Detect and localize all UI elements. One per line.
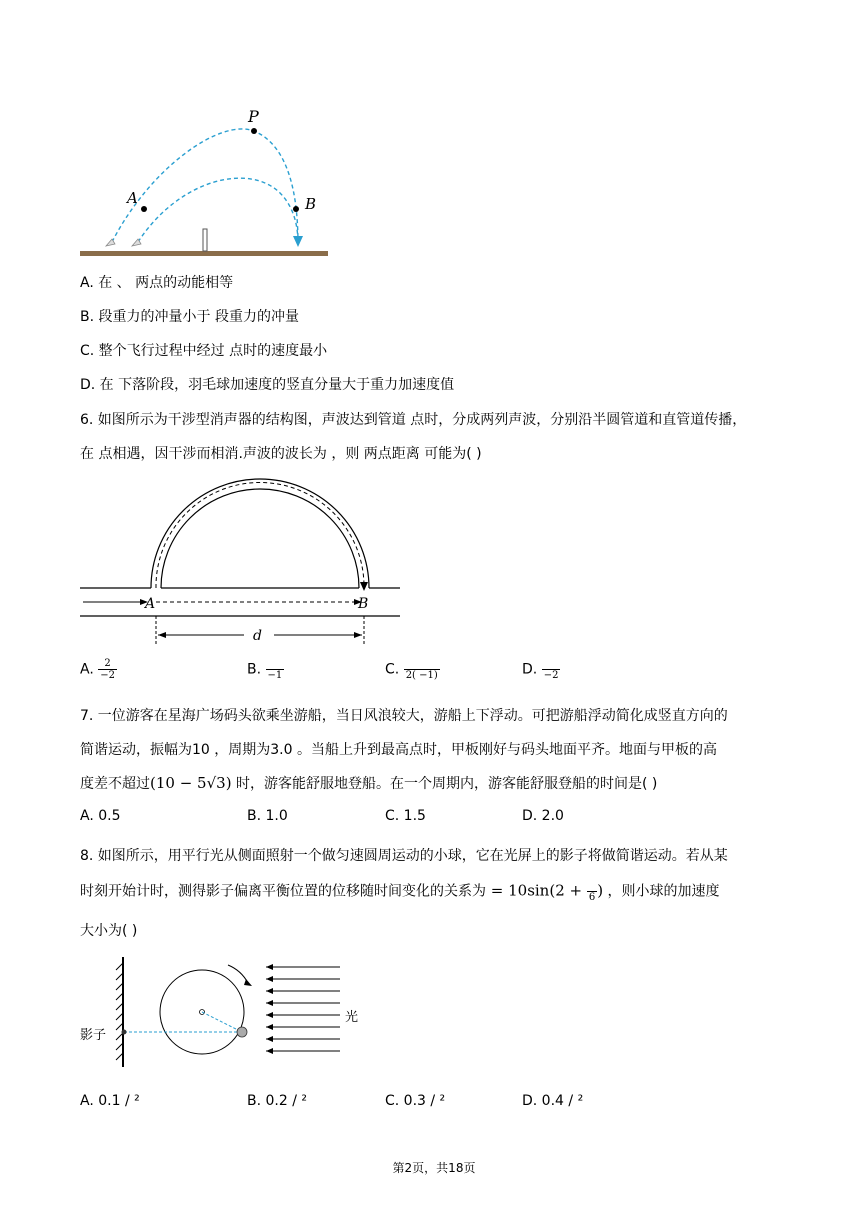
- q5-option-b: B. 段重力的冲量小于 段重力的冲量: [80, 309, 299, 325]
- q8-option-b: B. 0.2 / ²: [247, 1093, 307, 1109]
- q7-option-b: B. 1.0: [247, 808, 288, 824]
- label-A: A: [145, 596, 156, 612]
- page-footer: 第2页，共18页: [392, 1161, 476, 1175]
- light-rays: [266, 967, 340, 1051]
- trajectory-figure: [70, 108, 340, 260]
- q6-option-c: C. 2( −1): [385, 658, 440, 681]
- point-A: [141, 206, 147, 212]
- q7-line2: 简谐运动，振幅为10 ，周期为3.0 。当船上升到最高点时，甲板刚好与码头地面平齐。地面与甲板的高: [80, 742, 717, 758]
- q7-option-c: C. 1.5: [385, 808, 426, 824]
- q8-line2: 时刻开始计时，测得影子偏离平衡位置的位移随时间变化的关系为 = 10sin(2 + 6 ) ，则小球的加速度: [80, 881, 720, 903]
- q8-line3: 大小为( ): [80, 923, 138, 939]
- label-B: B: [305, 195, 317, 213]
- ball: [237, 1027, 247, 1037]
- q5-option-d: D. 在 下落阶段，羽毛球加速度的竖直分量大于重力加速度值: [80, 377, 455, 393]
- shadow-figure: [78, 955, 368, 1075]
- label-shadow: 影子: [80, 1028, 107, 1043]
- q6-line1: 6. 如图所示为干涉型消声器的结构图，声波达到管道 点时，分成两列声波，分别沿半圆管道和直管道传播，: [80, 412, 747, 428]
- q6-option-d: D. −2: [522, 658, 560, 681]
- q8-option-c: C. 0.3 / ²: [385, 1093, 446, 1109]
- q5-option-c: C. 整个飞行过程中经过 点时的速度最小: [80, 343, 328, 359]
- q6-option-b: B. −1: [247, 658, 284, 681]
- q7-line1: 7. 一位游客在星海广场码头欲乘坐游船，当日风浪较大，游船上下浮动。可把游船浮动简化成竖直方向的: [80, 708, 728, 724]
- trajectory-upper: [112, 129, 298, 244]
- net-post: [203, 229, 207, 251]
- label-d: d: [253, 628, 262, 644]
- q8-option-a: A. 0.1 / ²: [80, 1093, 140, 1109]
- semicircle-path: [156, 482, 364, 588]
- q6-line2: 在 点相遇，因干涉而相消.声波的波长为 ，则 两点距离 可能为( ): [80, 446, 482, 462]
- ground: [80, 251, 328, 256]
- q7-option-a: A. 0.5: [80, 808, 121, 824]
- q7-line3: 度差不超过(10 − 5√3) 时，游客能舒服地登船。在一个周期内，游客能舒服登船的时间是( ): [80, 774, 658, 792]
- point-B: [293, 206, 299, 212]
- q5-option-a: A. 在 、 两点的动能相等: [80, 275, 234, 291]
- label-B: B: [358, 596, 369, 612]
- shadow-dot: [122, 1030, 127, 1035]
- muffler-figure: [78, 470, 408, 650]
- label-P: P: [248, 108, 259, 126]
- q8-line1: 8. 如图所示，用平行光从侧面照射一个做匀速圆周运动的小球，它在光屏上的影子将做简谐运动。若从某: [80, 848, 728, 864]
- q6-option-a: A. $\frac{2}{-2}$: [80, 658, 115, 681]
- trajectory-lower: [138, 178, 298, 244]
- point-P: [251, 128, 257, 134]
- label-light: 光: [345, 1010, 359, 1025]
- arrow-head: [293, 236, 303, 247]
- q8-option-d: D. 0.4 / ²: [522, 1093, 584, 1109]
- label-A: A: [127, 189, 138, 207]
- q7-option-d: D. 2.0: [522, 808, 564, 824]
